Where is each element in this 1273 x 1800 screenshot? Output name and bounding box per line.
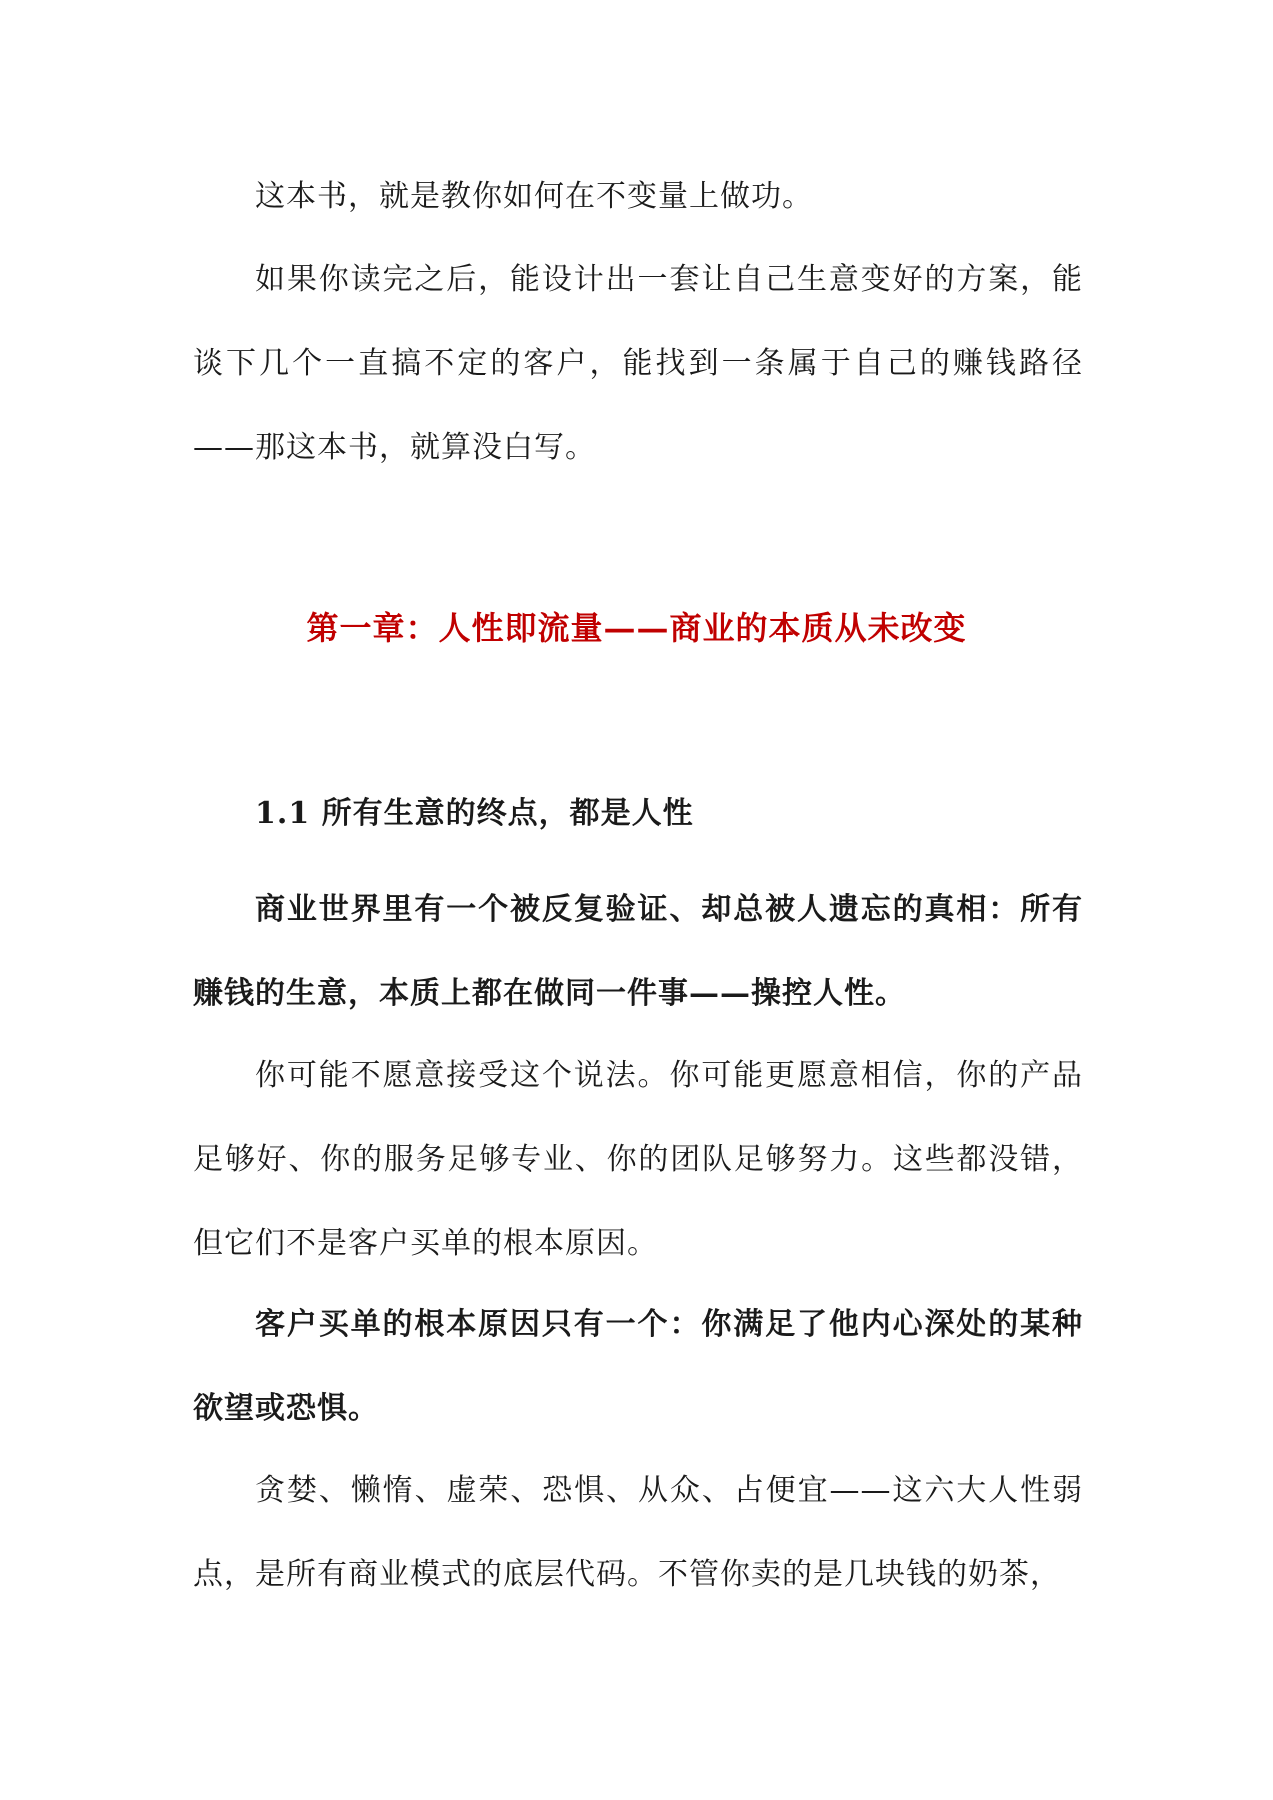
intro-paragraph-2: 如果你读完之后，能设计出一套让自己生意变好的方案，能谈下几个一直搞不定的客户，能找到一条属于自己的赚钱路径——那这本书，就算没白写。 xyxy=(193,262,1083,465)
body-paragraph-2: 你可能不愿意接受这个说法。你可能更愿意相信，你的产品足够好、你的服务足够专业、你的团队足够努力。这些都没错，但它们不是客户买单的根本原因。 xyxy=(193,1058,1083,1261)
body-paragraph-1: 商业世界里有一个被反复验证、却总被人遗忘的真相：所有赚钱的生意，本质上都在做同一件事——操控人性。 xyxy=(193,892,1083,1011)
intro-paragraph-1: 这本书，就是教你如何在不变量上做功。 xyxy=(255,179,813,214)
body-paragraph-3: 客户买单的根本原因只有一个：你满足了他内心深处的某种欲望或恐惧。 xyxy=(193,1307,1083,1426)
body-paragraph-4: 贪婪、懒惰、虚荣、恐惧、从众、占便宜——这六大人性弱点，是所有商业模式的底层代码。不管你卖的是几块钱的奶茶， xyxy=(193,1473,1083,1592)
section-title: 1.1 所有生意的终点，都是人性 xyxy=(255,796,694,831)
chapter-title: 第一章：人性即流量——商业的本质从未改变 xyxy=(306,609,967,647)
